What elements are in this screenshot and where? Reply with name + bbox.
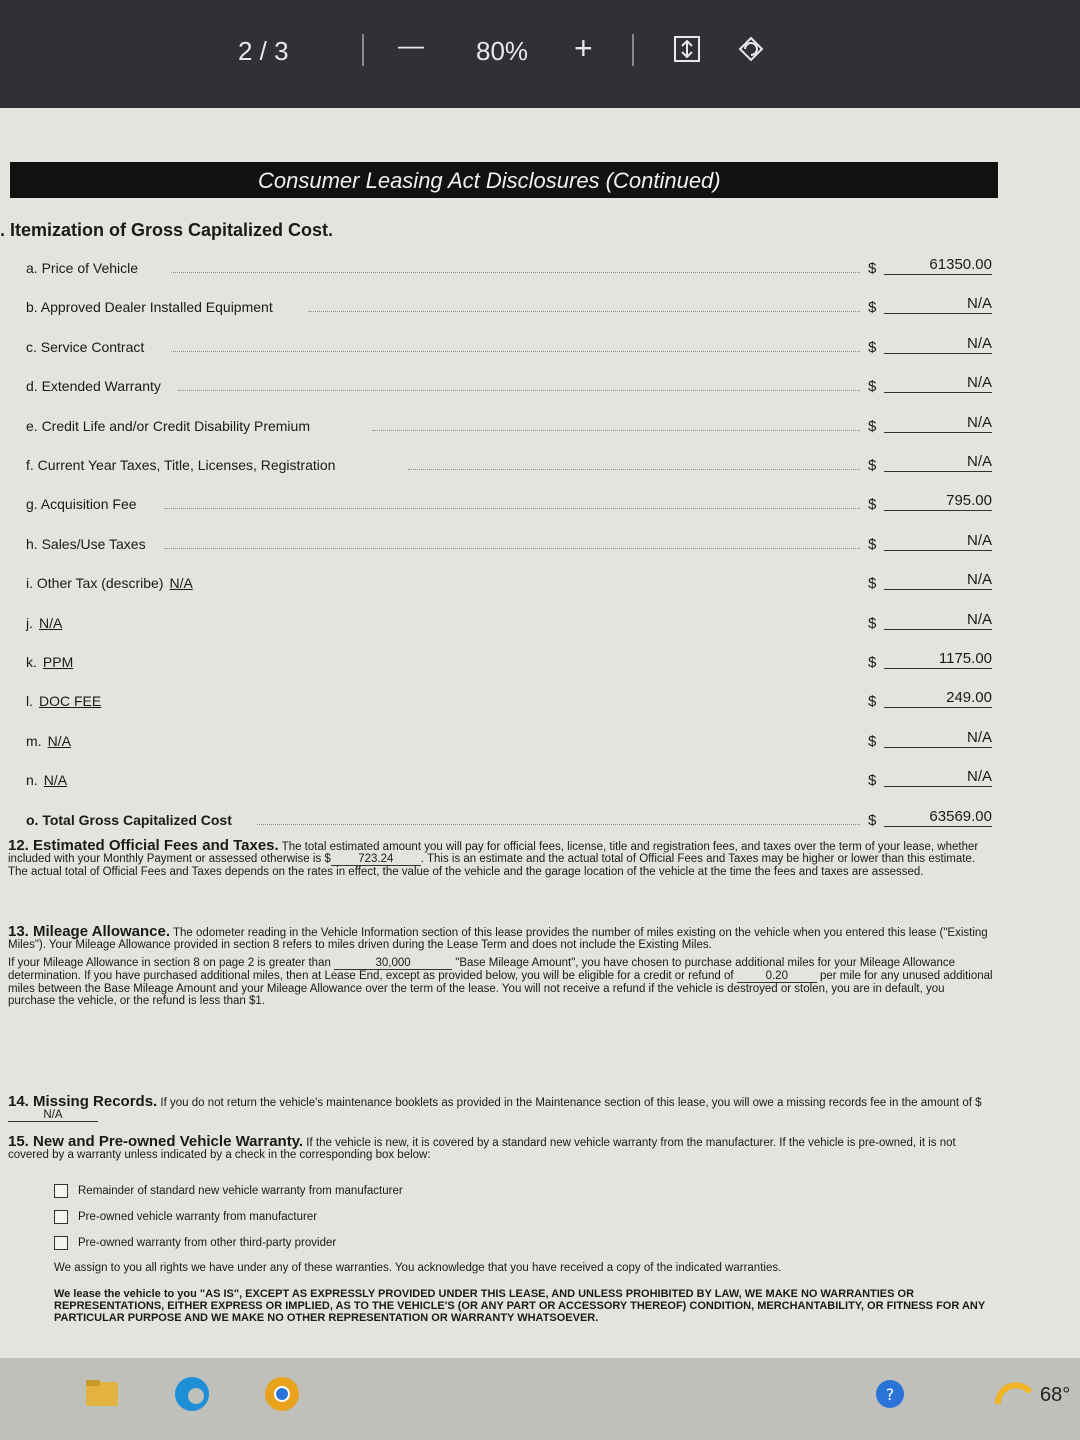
section-12-text-cont: . This is an estimate and the actual total of Official Fees and Taxes may be higher or lower than this estimate. The actual total of Official Fees and Taxes depends on the rates in effect, the value of the vehicle and the garage location of the vehicle at the time the fees and taxes are assessed.: [8, 853, 976, 878]
item-amount: 795.00: [884, 492, 992, 511]
item-amount: 249.00: [884, 689, 992, 708]
itemization-row: [0, 609, 1000, 639]
itemization-label: [26, 418, 310, 434]
dot-leader: [372, 430, 860, 431]
item-label-text: d. Extended Warranty: [26, 378, 161, 395]
itemization-row: [0, 727, 1000, 757]
dot-leader: [178, 390, 860, 391]
itemization-label: [26, 378, 161, 394]
section-13-text: The odometer reading in the Vehicle Information section of this lease provides the number of miles existing on the vehicle when you entered this lease ("Existing Miles"). Your Mileage Allowance provided in section 8 refers to miles driven during the Lease Term and does not include the Existing Miles.: [8, 927, 988, 951]
official-fees-amount: 723.24: [331, 853, 421, 866]
item-label-text: k.: [26, 654, 37, 670]
dot-leader: [257, 824, 860, 825]
itemization-row: [0, 648, 1000, 678]
item-label-text: l.: [26, 693, 33, 710]
svg-text:?: ?: [885, 1385, 895, 1404]
warranty-checkbox-2[interactable]: [54, 1210, 68, 1224]
section-12-text: The total estimated amount you will pay for official fees, license, title and registration fees, and taxes over the term of your lease, whether included with your Monthly Payment or assessed otherwise is $: [8, 841, 979, 865]
currency-symbol: $: [868, 614, 877, 632]
section-15: [8, 1133, 994, 1161]
warranty-option-label: Pre-owned warranty from other third-party provider: [78, 1237, 337, 1250]
item-label-text: m.: [26, 732, 42, 749]
itemization-label: [26, 457, 335, 473]
page-indicator[interactable]: 2 / 3: [238, 36, 289, 66]
weather-icon[interactable]: [990, 1372, 1034, 1416]
currency-symbol: $: [868, 457, 877, 474]
itemization-row: [0, 412, 1000, 442]
item-label-text: f. Current Year Taxes, Title, Licenses, Registration: [26, 457, 336, 473]
section-14-text: If you do not return the vehicle's maintenance booklets as provided in the Maintenance section of this lease, you will owe a missing records fee in the amount of $: [160, 1097, 982, 1109]
item-description: DOC FEE: [39, 693, 102, 710]
itemization-label: [26, 536, 146, 552]
warranty-checkbox-3[interactable]: [54, 1236, 68, 1250]
item-description: PPM: [42, 654, 74, 670]
item-label-text: g. Acquisition Fee: [26, 496, 137, 513]
currency-symbol: $: [868, 378, 877, 396]
per-mile-refund: 0.20: [737, 970, 817, 983]
section-12: [8, 837, 994, 878]
zoom-level[interactable]: 80%: [476, 36, 529, 66]
itemization-label: [26, 733, 71, 749]
item-label-text: e. Credit Life and/or Credit Disability Premium: [26, 417, 310, 434]
base-mileage-amount: 30,000: [334, 957, 452, 970]
itemization-label: [26, 496, 137, 512]
currency-symbol: $: [868, 338, 877, 356]
rotate-icon[interactable]: [736, 34, 766, 64]
document-page: [0, 108, 1080, 1358]
warranty-option-label: Pre-owned vehicle warranty from manufacturer: [78, 1211, 318, 1224]
warranty-checkbox-1[interactable]: [54, 1184, 68, 1198]
currency-symbol: $: [868, 496, 877, 514]
total-gross-capitalized-cost-row: [0, 806, 1000, 836]
warranty-disclaimer: We lease the vehicle to you "AS IS", EXCEPT AS EXPRESSLY PROVIDED UNDER THIS LEASE, AND UNLESS PROHIBITED BY LAW, WE MAKE NO WARRANTIES OR REPRESENTATIONS, EITHER EXPRESS OR IMPLIED, AS TO THE VEHICLE'S (OR ANY PART OR ACCESSORY THEREOF) CONDITION, MERCHANTABILITY, OR FITNESS FOR ANY PARTICULAR PURPOSE AND WE MAKE NO OTHER REPRESENTATION OR WARRANTY WHATSOEVER.: [54, 1288, 985, 1324]
itemization-label: [26, 299, 273, 315]
help-icon[interactable]: [868, 1372, 912, 1416]
item-amount: N/A: [884, 414, 992, 433]
currency-symbol: $: [868, 535, 877, 553]
itemization-label: [26, 575, 193, 591]
item-amount: N/A: [884, 768, 992, 787]
currency-symbol: $: [868, 732, 877, 750]
section-13-title: 13. Mileage Allowance.: [8, 923, 171, 940]
item-amount: 1175.00: [884, 650, 992, 669]
item-description: N/A: [39, 614, 63, 631]
section-14-title: 14. Missing Records.: [8, 1093, 158, 1110]
warranty-option-1: [54, 1184, 403, 1198]
itemization-heading: . Itemization of Gross Capitalized Cost.: [0, 220, 334, 240]
itemization-label: [26, 812, 232, 828]
edge-browser-icon[interactable]: [170, 1372, 214, 1416]
currency-symbol: $: [868, 260, 877, 277]
taskbar: [0, 1358, 1080, 1440]
currency-symbol: $: [868, 772, 877, 790]
itemization-row: [0, 687, 1000, 717]
item-amount: N/A: [884, 295, 992, 314]
warranty-option-3: [54, 1236, 336, 1250]
chrome-browser-icon[interactable]: [260, 1372, 304, 1416]
item-amount: N/A: [884, 374, 992, 393]
warranty-assignment: We assign to you all rights we have under any of these warranties. You acknowledge that you have received a copy of the indicated warranties.: [54, 1262, 782, 1274]
section-13: [8, 923, 994, 1007]
itemization-label: [26, 772, 67, 788]
section-12-title: 12. Estimated Official Fees and Taxes.: [8, 837, 279, 854]
item-amount: N/A: [884, 335, 992, 354]
itemization-row: [0, 490, 1000, 520]
itemization-label: [26, 693, 101, 709]
toolbar-divider: [362, 34, 364, 66]
item-amount: N/A: [884, 571, 992, 590]
itemization-label: [26, 260, 138, 276]
itemization-label: [26, 654, 73, 670]
zoom-out-button[interactable]: —: [398, 30, 424, 60]
item-description: N/A: [43, 772, 68, 789]
item-amount: 61350.00: [884, 256, 992, 275]
section-14: [8, 1093, 994, 1122]
item-label-text: i. Other Tax (describe): [26, 575, 164, 592]
currency-symbol: $: [868, 299, 877, 317]
item-amount: N/A: [884, 611, 992, 630]
file-explorer-icon[interactable]: [80, 1372, 124, 1416]
itemization-row: [0, 451, 1000, 481]
currency-symbol: $: [868, 693, 877, 711]
dot-leader: [171, 272, 860, 273]
temperature: 68°: [1040, 1384, 1071, 1406]
dot-leader: [408, 469, 860, 470]
currency-symbol: $: [868, 654, 877, 671]
item-label-text: n.: [26, 772, 38, 789]
dot-leader: [171, 351, 860, 352]
section-15-text: If the vehicle is new, it is covered by a standard new vehicle warranty from the manufacturer. If the vehicle is pre-owned, it is not covered by a warranty unless indicated by a check in the corresponding box below:: [8, 1137, 956, 1161]
dot-leader: [164, 508, 860, 509]
item-amount: 63569.00: [884, 808, 992, 827]
item-label-text: j.: [26, 614, 33, 631]
item-label-text: a. Price of Vehicle: [26, 260, 139, 276]
currency-symbol: $: [868, 575, 877, 593]
pdf-toolbar: [0, 0, 1080, 108]
item-amount: N/A: [884, 532, 992, 551]
item-label-text: b. Approved Dealer Installed Equipment: [26, 299, 273, 316]
item-label-text: h. Sales/Use Taxes: [26, 535, 146, 552]
currency-symbol: $: [868, 811, 877, 829]
section-13-text-2: If your Mileage Allowance in section 8 on page 2 is greater than: [8, 957, 331, 969]
itemization-row: [0, 333, 1000, 363]
itemization-label: [26, 339, 144, 355]
item-label-text: c. Service Contract: [26, 338, 145, 355]
item-description: N/A: [169, 575, 193, 592]
dot-leader: [164, 548, 860, 549]
fit-page-icon[interactable]: [672, 34, 702, 64]
itemization-row: [0, 372, 1000, 402]
section-13-text-4: per mile for any unused additional miles between the Base Mileage Amount and your Mileage Allowance over the term of the lease. You will not receive a refund if the vehicle is destroyed or stolen, you are in default, you purchase the vehicle, or the refund is less than $1.: [8, 970, 993, 1007]
item-amount: N/A: [884, 729, 992, 748]
toolbar-divider: [632, 34, 634, 66]
itemization-label: [26, 615, 62, 631]
itemization-row: [0, 766, 1000, 796]
itemization-row: [0, 293, 1000, 323]
itemization-row: [0, 254, 1000, 284]
item-label-text: o. Total Gross Capitalized Cost: [26, 811, 232, 828]
section-banner: [10, 162, 998, 198]
banner-title: Consumer Leasing Act Disclosures (Continued): [258, 168, 721, 193]
section-15-title: 15. New and Pre-owned Vehicle Warranty.: [8, 1133, 304, 1150]
itemization-row: [0, 530, 1000, 560]
warranty-option-2: [54, 1210, 317, 1224]
dot-leader: [308, 311, 860, 312]
warranty-option-label: Remainder of standard new vehicle warranty from manufacturer: [78, 1185, 403, 1198]
zoom-in-button[interactable]: +: [574, 30, 593, 66]
item-description: N/A: [47, 732, 71, 749]
currency-symbol: $: [868, 417, 877, 435]
itemization-row: [0, 569, 1000, 599]
section-13-text-3: "Base Mileage Amount", you have chosen to purchase additional miles for your Mileage Allowance determination. If you have purchased additional miles, then at Lease End, except as provided below, you will be eligible for a credit or refund of: [8, 957, 956, 982]
missing-records-fee: N/A: [8, 1109, 98, 1122]
item-amount: N/A: [884, 453, 992, 472]
